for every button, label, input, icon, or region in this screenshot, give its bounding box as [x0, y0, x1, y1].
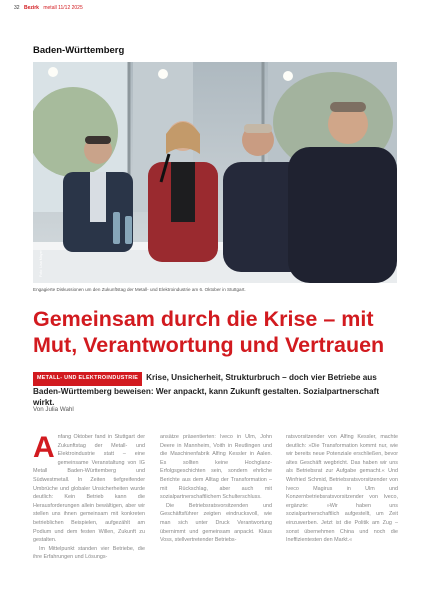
- topic-tag: METALL- UND ELEKTROINDUSTRIE: [33, 372, 142, 386]
- article-title: Gemeinsam durch die Krise – mit Mut, Verantwortung und Vertrauen: [33, 307, 385, 357]
- body-column-1: [33, 433, 145, 562]
- page-number: 32: [14, 5, 20, 11]
- body-paragraph: nfang Oktober fand in Stuttgart der Zukunftstag der Metall- und Elektroindustrie statt – eine gemeinsame Veranstaltung von IG Metall Baden-Württemberg und Südwestmetall. In Zeiten tiefgreifender Umbrüche und globaler Unsicherheiten wurde deutlich: Kein Betrieb kann die Herausforderungen allein bewältigen, aber wir stellen uns ihnen gemeinsam mit konkreten betrieblichen Beispielen, aufgezählt am Podium und dem festen Willen, Zukunft zu gestalten.: [33, 434, 145, 544]
- body-paragraph: ansätze präsentierten: Iveco in Ulm, John Deere in Mannheim, Voith in Reutlingen und die Maschinenfabrik Alfing Kessler in Aalen. Es sollten keine Hochglanz-Erfolgsgeschichten sein, sondern ehrliche Berichte aus dem Alltag der Transformation – mit Rückschlag, aber auch mit sozialpartnerschaftlichem Schulterschluss.: [160, 434, 272, 501]
- body-paragraph: ratsvorsitzender von Alfing Kessler, machte deutlich: »Die Transformation kommt nur, wie wir bereits neue Potenziale erschließen, bevor altes Geschäft wegbricht. Das haben wir uns als Betriebsrat zur Aufgabe gemacht.« Und Winfried Schmid, Betriebsratsvorsitzender von Iveco Magirus in Ulm und Konzernbetriebsratsvorsitzender von Iveco, ergänzte: »Wir haben uns sozialpartnerschaftlich aufgestellt, um Zeit einzuwerben. Jetzt ist die Politik am Zug – sonst übernehmen China und noch die Ineffizientesten den Markt.«: [286, 434, 398, 544]
- article-photo: [33, 62, 397, 283]
- article-lead: [33, 372, 397, 409]
- issue-label: metall 11/12 2025: [43, 5, 83, 11]
- body-paragraph: Die Betriebsratsvorsitzenden und Geschäftsführer zeigten eindrucksvoll, wie man sich unter Druck Verantwortung übernimmt und gemeinsam anpackt. Klaus Voss, stellvertretender Betriebs-: [160, 502, 272, 544]
- body-column-2: [160, 433, 272, 545]
- drop-cap: A: [33, 431, 55, 464]
- section-name: Bezirk: [23, 5, 39, 11]
- author-byline: Von Julia Wahl: [33, 406, 74, 413]
- photo-caption: Engagierte Diskussionen um den Zukunftstag der Metall- und Elektroindustrie am 6. Oktober in Stuttgart.: [33, 287, 246, 292]
- region-label: Baden-Württemberg: [33, 45, 125, 56]
- lead-text: Krise, Unsicherheit, Strukturbruch – doch vier Betriebe aus Baden-Württemberg beweisen: Wer anpackt, kann Zukunft gestalten. Sozialpartnerschaft wirkt.: [33, 373, 380, 407]
- panel-discussion-illustration: [33, 62, 397, 283]
- body-column-3: [286, 433, 398, 545]
- body-paragraph: Im Mittelpunkt standen vier Betriebe, die ihre Erfahrungen und Lösungs-: [33, 545, 145, 561]
- photo-credit: Foto: Lisa Mayer: [39, 250, 43, 277]
- page-header: [14, 5, 83, 11]
